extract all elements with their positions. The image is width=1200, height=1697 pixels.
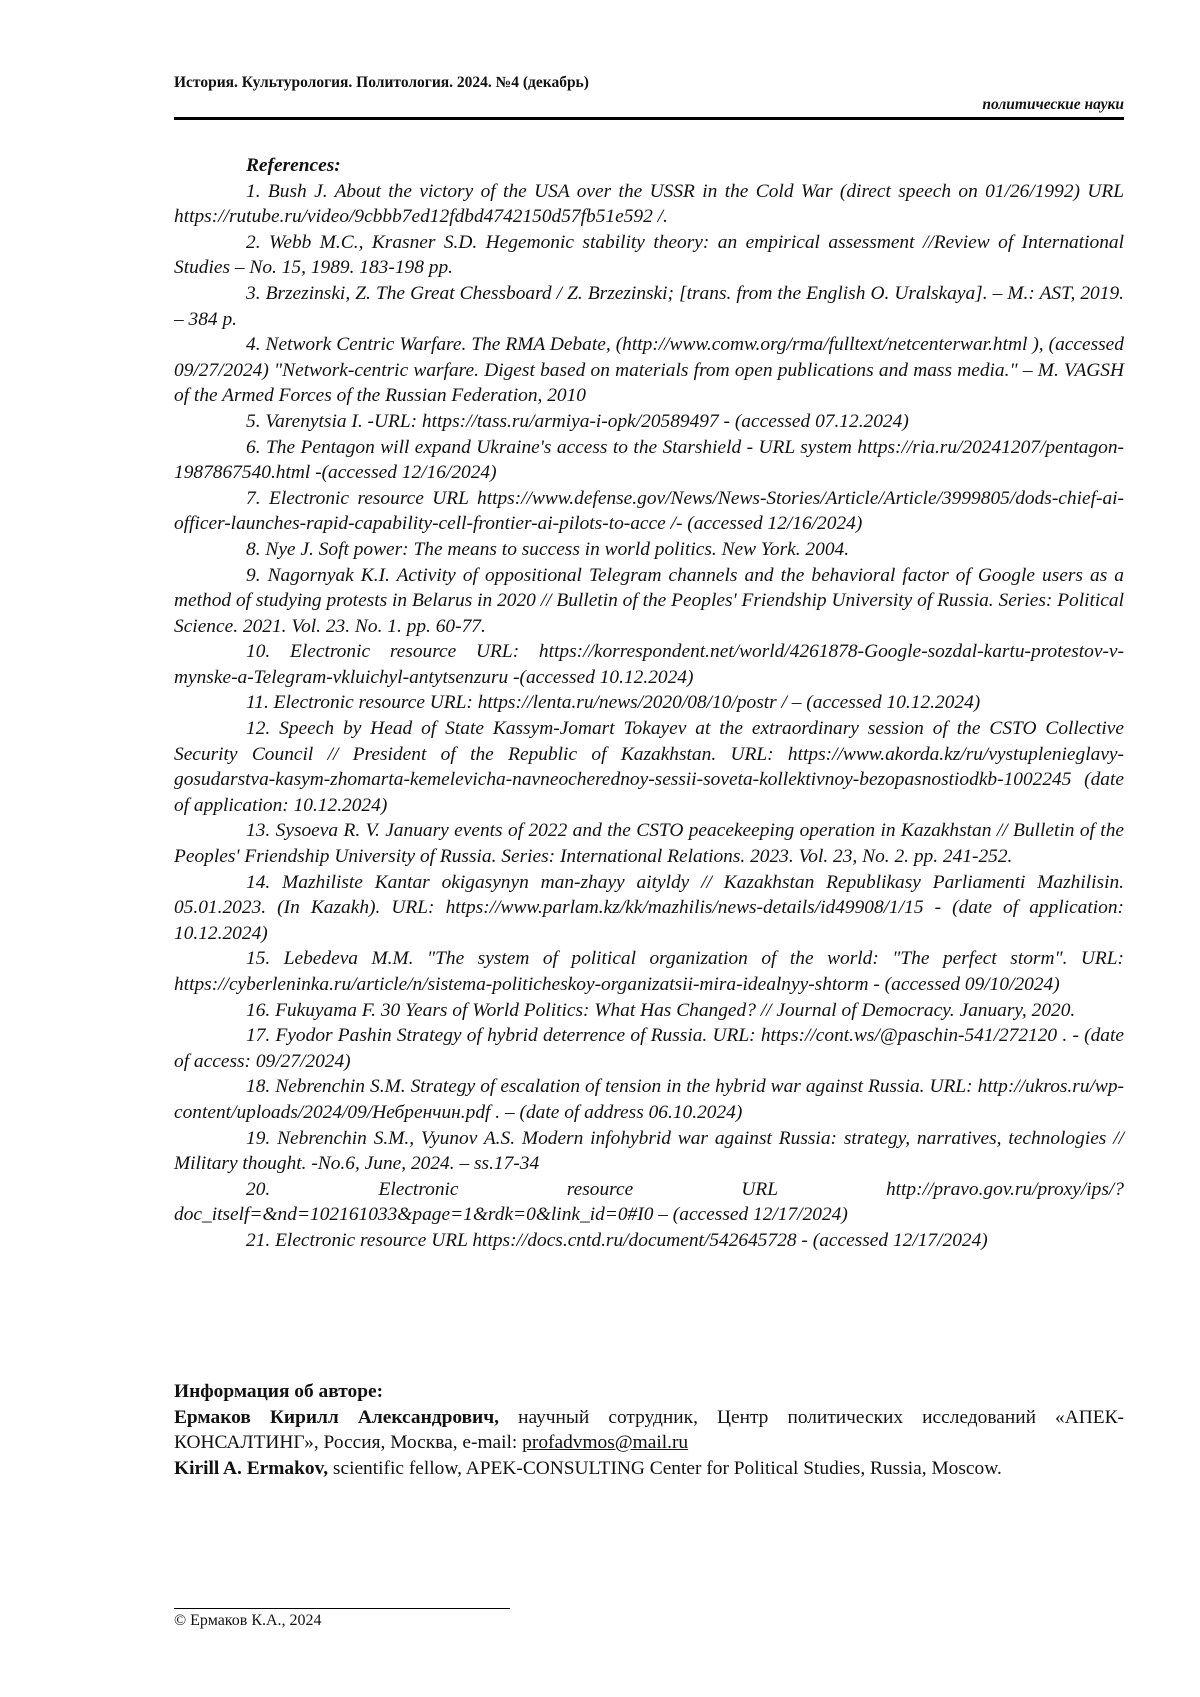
reference-item: 21. Electronic resource URL https://docs.cntd.ru/document/542645728 - (accessed 12/17/2024)	[246, 1229, 988, 1251]
footnote-rule	[174, 1608, 510, 1609]
reference-item: 19. Nebrenchin S.M., Vyunov A.S. Modern infohybrid war against Russia: strategy, narratives, technologies // Military thought. -No.6, June, 2024. – ss.17-34	[174, 1127, 1124, 1175]
reference-item: 7. Electronic resource URL https://www.defense.gov/News/News-Stories/Article/Article/3999805/dods-chief-ai-officer-launches-rapid-capability-cell-frontier-ai-pilots-to-acce /- (accessed 12/16/2024)	[174, 487, 1124, 535]
reference-item: 12. Speech by Head of State Kassym-Jomart Tokayev at the extraordinary session of the CSTO Collective Security Council // President of the Republic of Kazakhstan. URL: https://www.akorda.kz/ru/vystuplenieglavy-gosudarstva-kasym-zhomarta-kemelevicha-navneocherednoy-sessii-soveta-kollektivnoy-bezopasnostiodkb-1002245 (date of application: 10.12.2024)	[174, 718, 1124, 816]
author-en-line	[174, 1456, 1124, 1482]
journal-title: История. Культурология. Политология. 2024. №4 (декабрь)	[174, 74, 589, 91]
reference-item: 17. Fyodor Pashin Strategy of hybrid deterrence of Russia. URL: https://cont.ws/@paschin-541/272120 . - (date of access: 09/27/2024)	[174, 1025, 1124, 1072]
author-desc-ru: научный сотрудник, Центр политических исследований «АПЕК-КОНСАЛТИНГ», Россия, Москва, e-mail:	[174, 1406, 1124, 1454]
reference-item: 10. Electronic resource URL: https://korrespondent.net/world/4261878-Google-sozdal-kartu-protestov-v-mynske-a-Telegram-vkluichyl-antytsenzuru -(accessed 10.12.2024)	[174, 641, 1124, 688]
author-email-link[interactable]: profadvmos@mail.ru	[522, 1432, 689, 1454]
author-ru-line	[174, 1405, 1124, 1456]
reference-item: 20. Electronic resource URL http://pravo.gov.ru/proxy/ips/?doc_itself=&nd=102161033&page=1&rdk=0&link_id=0#I0 – (accessed 12/17/2024)	[174, 1178, 1124, 1226]
references-title: References:	[246, 155, 341, 176]
reference-item: 4. Network Centric Warfare. The RMA Debate, (http://www.comw.org/rma/fulltext/netcenterwar.html ), (accessed 09/27/2024) "Network-centric warfare. Digest based on materials from open publications and mass media." – M. VAGSH of the Armed Forces of the Russian Federation, 2010	[174, 334, 1124, 407]
reference-item: 5. Varenytsia I. -URL: https://tass.ru/armiya-i-opk/20589497 - (accessed 07.12.2024)	[246, 410, 909, 432]
reference-item: 6. The Pentagon will expand Ukraine's access to the Starshield - URL system https://ria.ru/20241207/pentagon-1987867540.html -(accessed 12/16/2024)	[174, 436, 1124, 484]
reference-item: 11. Electronic resource URL: https://lenta.ru/news/2020/08/10/postr / – (accessed 10.12.2024)	[246, 692, 981, 714]
reference-item: 18. Nebrenchin S.M. Strategy of escalation of tension in the hybrid war against Russia. URL: http://ukros.ru/wp-content/uploads/2024/09/Небренчин.pdf . – (date of address 06.10.2024)	[174, 1076, 1124, 1123]
author-name-en: Kirill A. Ermakov,	[174, 1457, 329, 1479]
reference-item: 16. Fukuyama F. 30 Years of World Politics: What Has Changed? // Journal of Democracy. January, 2020.	[246, 999, 1076, 1021]
author-info-heading: Информация об авторе:	[174, 1381, 384, 1402]
author-info	[174, 1379, 1124, 1481]
reference-item: 15. Lebedeva M.M. "The system of political organization of the world: "The perfect storm". URL: https://cyberleninka.ru/article/n/sistema-politicheskoy-organizatsii-mira-idealnyy-shtorm - (accessed 09/10/2024)	[174, 948, 1124, 995]
author-name-ru: Ермаков Кирилл Александрович,	[174, 1406, 499, 1428]
header-rule	[174, 117, 1124, 120]
reference-item: 3. Brzezinski, Z. The Great Chessboard / Z. Brzezinski; [trans. from the English O. Uralskaya]. – M.: AST, 2019. – 384 p.	[174, 282, 1124, 330]
copyright: © Ермаков К.А., 2024	[174, 1612, 322, 1629]
reference-item: 8. Nye J. Soft power: The means to success in world politics. New York. 2004.	[246, 538, 850, 560]
reference-item: 13. Sysoeva R. V. January events of 2022 and the CSTO peacekeeping operation in Kazakhstan // Bulletin of the Peoples' Friendship University of Russia. Series: International Relations. 2023. Vol. 23, No. 2. pp. 241-252.	[174, 820, 1124, 868]
reference-item: 1. Bush J. About the victory of the USA over the USSR in the Cold War (direct speech on 01/26/1992) URL https://rutube.ru/video/9cbbb7ed12fdbd4742150d57fb51e592 /.	[174, 180, 1124, 228]
references-section	[174, 153, 1124, 1254]
section-label: политические науки	[982, 96, 1124, 113]
reference-item: 9. Nagornyak K.I. Activity of oppositional Telegram channels and the behavioral factor of Google users as a method of studying protests in Belarus in 2020 // Bulletin of the Peoples' Friendship University of Russia. Series: Political Science. 2021. Vol. 23. No. 1. pp. 60-77.	[174, 564, 1124, 637]
author-desc-en: scientific fellow, APEK-CONSULTING Center for Political Studies, Russia, Moscow.	[328, 1457, 1002, 1479]
reference-item: 2. Webb M.C., Krasner S.D. Hegemonic stability theory: an empirical assessment //Review of International Studies – No. 15, 1989. 183-198 pp.	[174, 231, 1124, 279]
reference-item: 14. Mazhiliste Kantar okigasynyn man-zhayy aityldy // Kazakhstan Republikasy Parliamenti Mazhilisin. 05.01.2023. (In Kazakh). URL: https://www.parlam.kz/kk/mazhilis/news-details/id49908/1/15 - (date of application: 10.12.2024)	[174, 871, 1124, 944]
